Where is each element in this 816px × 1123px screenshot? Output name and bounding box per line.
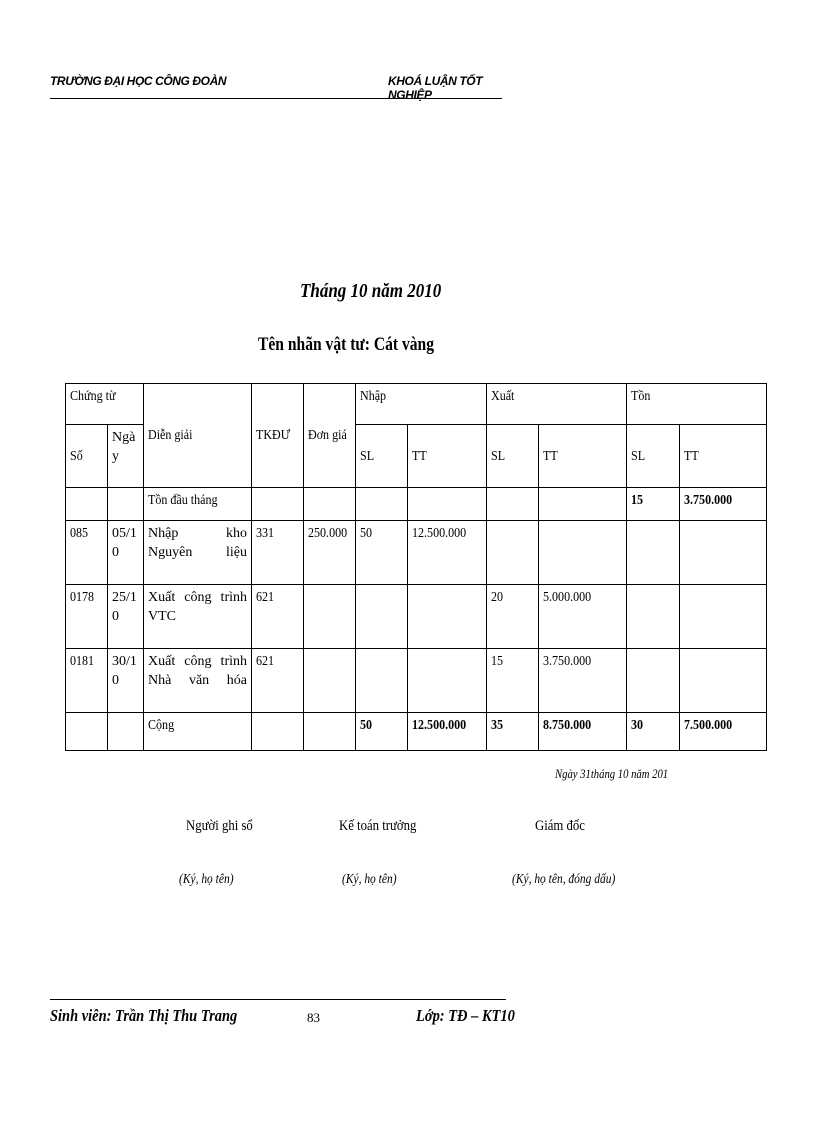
cell-xuat-sl: 20 xyxy=(487,585,539,649)
cell-ton-tt xyxy=(680,585,767,649)
cell-xuat-sl xyxy=(487,488,539,521)
cell-nhap-tt xyxy=(408,585,487,649)
report-month-title: Tháng 10 năm 2010 xyxy=(299,280,442,302)
header-ton-tt: TT xyxy=(680,425,767,488)
cell-so xyxy=(66,488,108,521)
recorder-note: (Ký, họ tên) xyxy=(179,872,234,887)
cell-dien-giai: Xuất công trình Nhà văn hóa xyxy=(144,649,252,713)
cell-nhap-sl: 50 xyxy=(356,521,408,585)
opening-balance-row xyxy=(66,488,767,521)
header-ton-sl: SL xyxy=(627,425,680,488)
cell-xuat-tt: 3.750.000 xyxy=(539,649,627,713)
header-nhap: Nhập xyxy=(356,384,487,425)
header-dien-giai: Diễn giải xyxy=(144,384,252,488)
header-chung-tu: Chứng từ xyxy=(66,384,144,425)
cell-dien-giai: Tồn đầu tháng xyxy=(144,488,252,521)
cell-xuat-tt xyxy=(539,521,627,585)
cell-xuat-sl xyxy=(487,521,539,585)
header-xuat: Xuất xyxy=(487,384,627,425)
cell-dien-giai: Nhập kho Nguyên liệu xyxy=(144,521,252,585)
cell-don-gia xyxy=(304,713,356,751)
chief-accountant-title: Kế toán trưởng xyxy=(339,818,417,834)
total-row xyxy=(66,713,767,751)
material-ledger-table xyxy=(65,383,767,751)
header-nhap-tt: TT xyxy=(408,425,487,488)
cell-nhap-tt xyxy=(408,649,487,713)
header-ton: Tồn xyxy=(627,384,767,425)
cell-so: 0181 xyxy=(66,649,108,713)
table-row xyxy=(66,521,767,585)
cell-tkdu xyxy=(252,713,304,751)
header-xuat-sl: SL xyxy=(487,425,539,488)
header-don-gia: Đơn giá xyxy=(304,384,356,488)
director-title: Giám đốc xyxy=(535,818,585,834)
cell-dien-giai: Cộng xyxy=(144,713,252,751)
header-school: TRƯỜNG ĐẠI HỌC CÔNG ĐOÀN xyxy=(50,74,227,88)
cell-ton-tt: 7.500.000 xyxy=(680,713,767,751)
cell-don-gia xyxy=(304,649,356,713)
cell-ngay: 25/10 xyxy=(108,585,144,649)
header-ngay: Ngày xyxy=(108,425,144,488)
cell-ngay: 30/10 xyxy=(108,649,144,713)
footer-page-number: 83 xyxy=(307,1010,320,1025)
cell-tkdu: 621 xyxy=(252,649,304,713)
cell-ton-sl xyxy=(627,585,680,649)
cell-nhap-tt: 12.500.000 xyxy=(408,521,487,585)
cell-don-gia xyxy=(304,488,356,521)
cell-xuat-tt: 5.000.000 xyxy=(539,585,627,649)
cell-ton-sl xyxy=(627,521,680,585)
footer-student: Sinh viên: Trần Thị Thu Trang xyxy=(50,1006,238,1025)
header-tkdu: TKĐƯ xyxy=(252,384,304,488)
cell-nhap-tt xyxy=(408,488,487,521)
cell-dien-giai: Xuất công trình VTC xyxy=(144,585,252,649)
header-so: Số xyxy=(66,425,108,488)
cell-ngay xyxy=(108,713,144,751)
signature-date: Ngày 31tháng 10 năm 201 xyxy=(555,766,669,781)
cell-tkdu: 621 xyxy=(252,585,304,649)
recorder-title: Người ghi sổ xyxy=(186,818,253,834)
footer-divider xyxy=(50,999,506,1000)
table-row xyxy=(66,585,767,649)
cell-xuat-sl: 15 xyxy=(487,649,539,713)
cell-tkdu xyxy=(252,488,304,521)
header-thesis: KHOÁ LUẬN TỐT NGHIỆP xyxy=(388,74,483,102)
cell-ton-sl: 30 xyxy=(627,713,680,751)
cell-nhap-sl xyxy=(356,585,408,649)
cell-so xyxy=(66,713,108,751)
cell-nhap-tt: 12.500.000 xyxy=(408,713,487,751)
cell-so: 085 xyxy=(66,521,108,585)
cell-xuat-tt: 8.750.000 xyxy=(539,713,627,751)
table-row xyxy=(66,649,767,713)
header-row-1 xyxy=(66,384,767,425)
cell-ton-tt: 3.750.000 xyxy=(680,488,767,521)
cell-ton-sl xyxy=(627,649,680,713)
director-note: (Ký, họ tên, đóng dấu) xyxy=(512,872,616,887)
cell-tkdu: 331 xyxy=(252,521,304,585)
page-header xyxy=(50,72,502,102)
cell-so: 0178 xyxy=(66,585,108,649)
footer-class: Lớp: TĐ – KT10 xyxy=(416,1006,515,1025)
cell-don-gia xyxy=(304,585,356,649)
chief-accountant-note: (Ký, họ tên) xyxy=(342,872,397,887)
cell-ngay: 05/10 xyxy=(108,521,144,585)
cell-nhap-sl: 50 xyxy=(356,713,408,751)
cell-ton-tt xyxy=(680,649,767,713)
header-xuat-tt: TT xyxy=(539,425,627,488)
material-name-title: Tên nhãn vật tư: Cát vàng xyxy=(258,334,434,355)
header-nhap-sl: SL xyxy=(356,425,408,488)
cell-ngay xyxy=(108,488,144,521)
cell-ton-tt xyxy=(680,521,767,585)
cell-xuat-sl: 35 xyxy=(487,713,539,751)
cell-nhap-sl xyxy=(356,649,408,713)
cell-xuat-tt xyxy=(539,488,627,521)
cell-nhap-sl xyxy=(356,488,408,521)
cell-don-gia: 250.000 xyxy=(304,521,356,585)
cell-ton-sl: 15 xyxy=(627,488,680,521)
